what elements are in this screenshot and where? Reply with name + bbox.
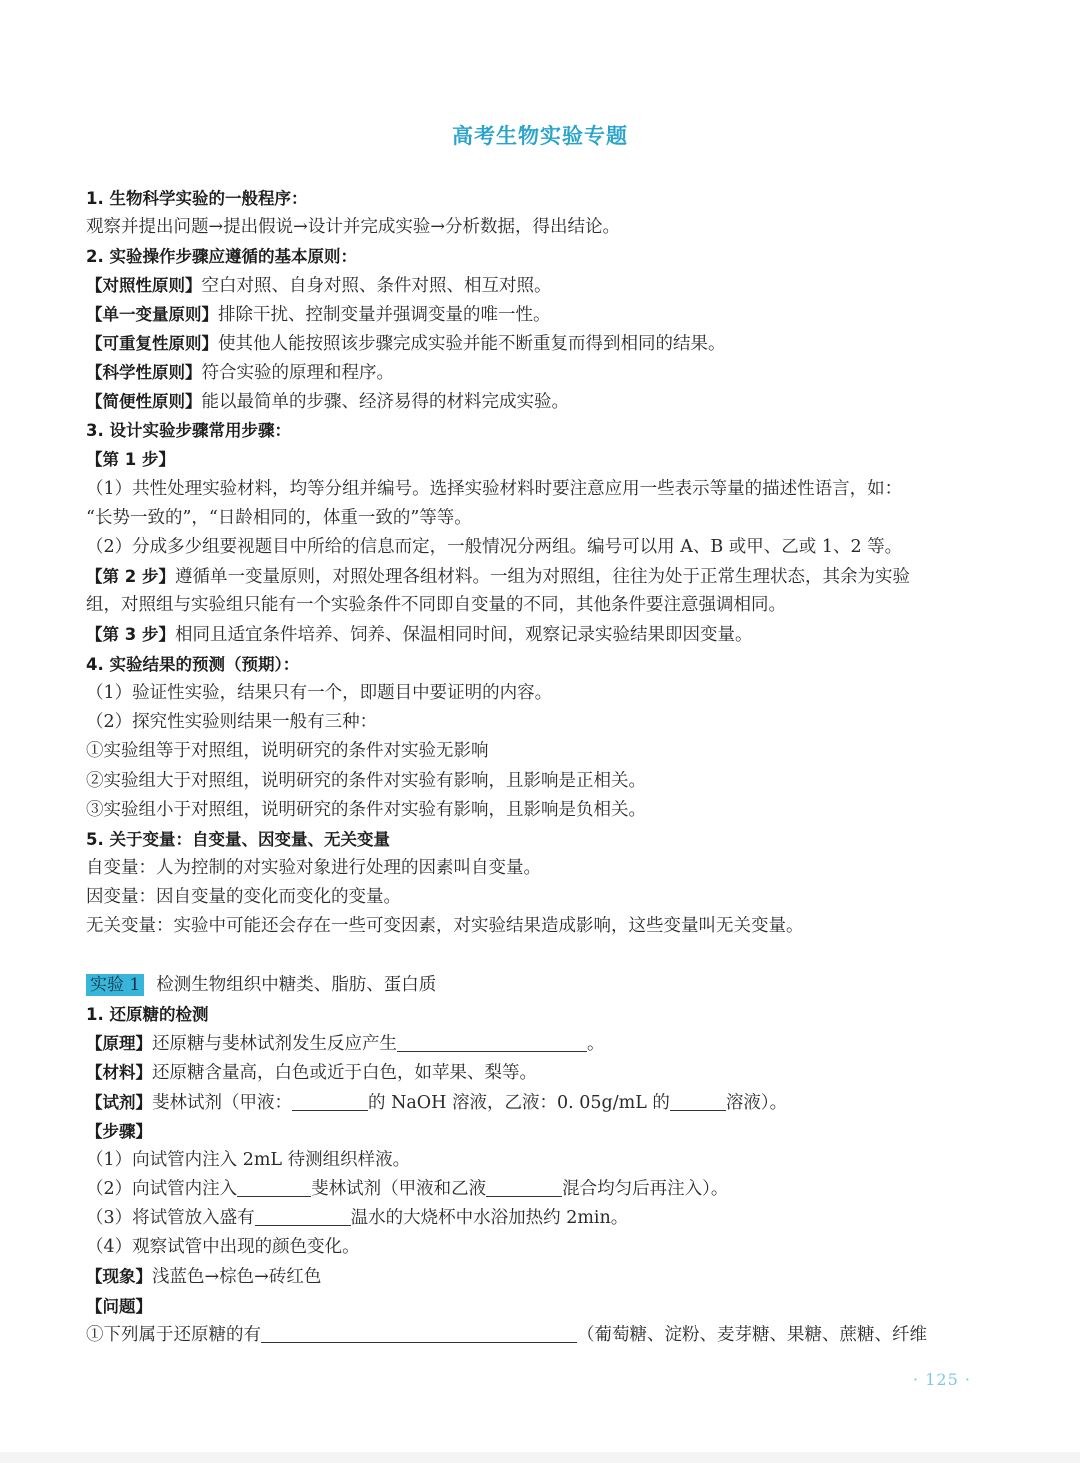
principle-item — [86, 329, 996, 359]
section-1-text: 观察并提出问题→提出假说→设计并完成实验→分析数据，得出结论。 — [86, 217, 620, 237]
step-1-line-2: “长势一致的”，“日龄相同的，体重一致的”等等。 — [86, 508, 472, 528]
fill-blank[interactable] — [255, 1205, 351, 1226]
step-text: 温水的大烧杯中水浴加热约 2min。 — [350, 1208, 629, 1228]
material-tag: 【材料】 — [86, 1063, 152, 1082]
question-text: ①下列属于还原糖的有 — [86, 1325, 261, 1345]
question-1-line — [86, 1321, 996, 1350]
step-text: （3）将试管放入盛有 — [86, 1208, 255, 1228]
experiment-1-header — [86, 971, 996, 1000]
section-5-line-3: 无关变量：实验中可能还会存在一些可变因素，对实验结果造成影响，这些变量叫无关变量。 — [86, 916, 804, 936]
fill-blank[interactable] — [237, 1176, 311, 1197]
principle-line — [86, 1029, 996, 1059]
procedure-step-2 — [86, 1175, 996, 1204]
phenomenon-line — [86, 1262, 996, 1292]
reagent-tag: 【试剂】 — [86, 1093, 152, 1112]
principle-tag: 【单一变量原则】 — [86, 305, 218, 324]
principle-item — [86, 271, 996, 301]
reagent-text: 斐林试剂（甲液： — [152, 1093, 292, 1113]
procedure-step-4: （4）观察试管中出现的颜色变化。 — [86, 1237, 360, 1257]
principle-tag: 【原理】 — [86, 1034, 152, 1053]
section-3-heading: 3. 设计实验步骤常用步骤： — [86, 421, 291, 440]
step-1-line-1: （1）共性处理实验材料，均等分组并编号。选择实验材料时要注意应用一些表示等量的描述性语言，如： — [86, 479, 903, 499]
section-1-heading: 1. 生物科学实验的一般程序： — [86, 189, 308, 208]
step-3-text: 相同且适宜条件培养、饲养、保温相同时间，观察记录实验结果即因变量。 — [174, 625, 753, 645]
fill-blank[interactable] — [486, 1176, 562, 1197]
step-3-line — [86, 620, 996, 650]
phenomenon-text: 浅蓝色→棕色→砖红色 — [152, 1267, 322, 1287]
material-text: 还原糖含量高，白色或近于白色，如苹果、梨等。 — [152, 1063, 537, 1083]
principle-tag: 【简便性原则】 — [86, 392, 202, 411]
fill-blank[interactable] — [397, 1031, 587, 1052]
principle-text: 空白对照、自身对照、条件对照、相互对照。 — [201, 276, 552, 296]
step-2-text: 遵循单一变量原则，对照处理各组材料。一组为对照组，往往为处于正常生理状态，其余为实验 — [174, 567, 910, 587]
section-2-heading: 2. 实验操作步骤应遵循的基本原则： — [86, 247, 357, 266]
step-1-tag: 【第 1 步】 — [86, 450, 175, 469]
experiment-badge: 实验 1 — [86, 974, 144, 996]
step-3-tag: 【第 3 步】 — [86, 625, 175, 644]
step-2-line-1 — [86, 562, 996, 592]
principle-item — [86, 358, 996, 388]
step-2-line-2: 组，对照组与实验组只能有一个实验条件不同即自变量的不同，其他条件要注意强调相同。 — [86, 595, 786, 615]
page-title: 高考生物实验专题 — [452, 123, 628, 148]
principle-tag: 【科学性原则】 — [86, 363, 202, 382]
fill-blank[interactable] — [261, 1322, 577, 1343]
phenomenon-tag: 【现象】 — [86, 1267, 152, 1286]
question-options: （葡萄糖、淀粉、麦芽糖、果糖、蔗糖、纤维 — [577, 1325, 927, 1345]
material-line — [86, 1058, 996, 1088]
section-5-line-1: 自变量：人为控制的对实验对象进行处理的因素叫自变量。 — [86, 858, 541, 878]
principle-text: 使其他人能按照该步骤完成实验并能不断重复而得到相同的结果。 — [218, 334, 726, 354]
bottom-strip — [0, 1452, 1080, 1463]
steps-tag: 【步骤】 — [86, 1122, 152, 1141]
step-1-line-3: （2）分成多少组要视题目中所给的信息而定，一般情况分两组。编号可以用 A、B 或甲、乙或 1、2 等。 — [86, 537, 903, 557]
procedure-step-1: （1）向试管内注入 2mL 待测组织样液。 — [86, 1150, 411, 1170]
principle-text: 还原糖与斐林试剂发生反应产生 — [152, 1034, 397, 1054]
principle-tag: 【对照性原则】 — [86, 276, 202, 295]
fill-blank[interactable] — [292, 1090, 368, 1111]
principle-text: 能以最简单的步骤、经济易得的材料完成实验。 — [201, 392, 569, 412]
reagent-text: 的 NaOH 溶液，乙液：0. 05g/mL 的 — [368, 1093, 670, 1113]
principle-text: 排除干扰、控制变量并强调变量的唯一性。 — [218, 305, 551, 325]
section-4-line-3: ①实验组等于对照组，说明研究的条件对实验无影响 — [86, 741, 489, 761]
experiment-title: 检测生物组织中糖类、脂肪、蛋白质 — [156, 975, 437, 995]
step-text: （2）向试管内注入 — [86, 1179, 238, 1199]
step-text: 斐林试剂（甲液和乙液 — [311, 1179, 487, 1199]
procedure-step-3 — [86, 1204, 996, 1233]
section-4-line-4: ②实验组大于对照组，说明研究的条件对实验有影响，且影响是正相关。 — [86, 771, 646, 791]
principle-end: 。 — [587, 1034, 605, 1054]
reagent-line — [86, 1088, 996, 1118]
section-4-heading: 4. 实验结果的预测（预期）： — [86, 655, 300, 674]
section-4-line-2: （2）探究性实验则结果一般有三种： — [86, 712, 378, 732]
step-text: 混合均匀后再注入）。 — [562, 1179, 729, 1199]
fill-blank[interactable] — [670, 1090, 726, 1111]
page-number: · 125 · — [913, 1370, 971, 1389]
principle-item — [86, 300, 996, 330]
question-tag: 【问题】 — [86, 1297, 152, 1316]
principle-text: 符合实验的原理和程序。 — [201, 363, 394, 383]
section-4-line-1: （1）验证性实验，结果只有一个，即题目中要证明的内容。 — [86, 683, 553, 703]
experiment-subheading: 1. 还原糖的检测 — [86, 1005, 209, 1024]
section-4-line-5: ③实验组小于对照组，说明研究的条件对实验有影响，且影响是负相关。 — [86, 800, 646, 820]
section-5-line-2: 因变量：因自变量的变化而变化的变量。 — [86, 887, 401, 907]
step-2-tag: 【第 2 步】 — [86, 567, 175, 586]
principle-item — [86, 387, 996, 417]
principle-tag: 【可重复性原则】 — [86, 334, 218, 353]
reagent-text: 溶液）。 — [725, 1093, 788, 1113]
section-5-heading: 5. 关于变量：自变量、因变量、无关变量 — [86, 830, 390, 849]
